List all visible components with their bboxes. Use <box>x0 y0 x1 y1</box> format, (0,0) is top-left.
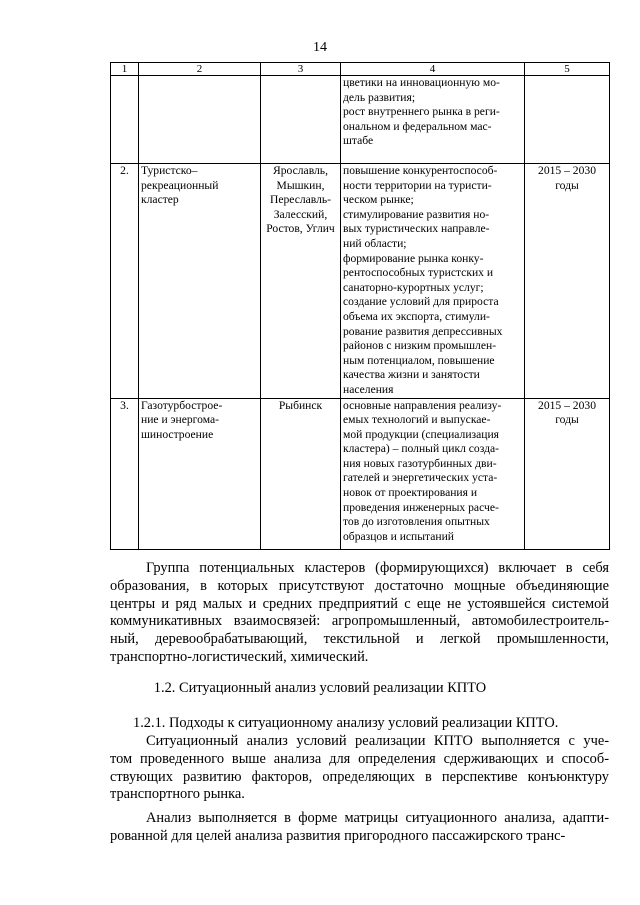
cluster-goals-line: образцов и испытаний <box>343 529 455 543</box>
paragraph-line: Ситуационный анализ условий реализации КПТО выполняется с уче- <box>146 733 609 749</box>
cluster-goals-line: качества жизни и занятости <box>343 368 480 382</box>
cluster-goals-line: основные направления реализу- <box>343 398 502 412</box>
cluster-name-cell <box>139 76 261 164</box>
row-number-cell <box>111 76 139 164</box>
cluster-goals-line: кластера) – полный цикл созда- <box>343 442 499 456</box>
cluster-goals-line: гателей и энергетических уста- <box>343 471 498 485</box>
cluster-goals-line: мой продукции (специализация <box>343 427 500 441</box>
table-row <box>111 398 610 549</box>
header-cell: 1 <box>111 63 139 76</box>
cluster-cities-line: Ростов, Углич <box>266 222 335 236</box>
cluster-goals-line: ний области; <box>343 236 407 250</box>
cluster-cities-cell <box>261 76 341 164</box>
header-cell: 3 <box>261 63 341 76</box>
implementation-period-cell <box>525 164 610 399</box>
paragraph-line: рованной для целей анализа развития пригородного пассажирского транс- <box>110 827 566 844</box>
cluster-goals-line: районов с низким промышлен- <box>343 339 497 353</box>
section-heading: 1.2. Ситуационный анализ условий реализации КПТО <box>153 680 487 696</box>
cluster-goals-line: ческом рынке; <box>343 193 414 207</box>
cluster-goals-line: новок от проектирования и <box>343 486 478 500</box>
cluster-goals-line: штабе <box>343 134 374 148</box>
implementation-period-line: 2015 – 2030 <box>538 164 596 177</box>
implementation-period-line: 2015 – 2030 <box>538 398 596 412</box>
cluster-goals-line: санаторно-курортных услуг; <box>343 280 484 294</box>
cluster-goals-cell <box>341 398 525 549</box>
paragraph-line: транспортно-логистический, химический. <box>110 648 369 665</box>
cluster-name-line: рекреационный <box>141 178 219 192</box>
cluster-goals-line: тов до изготовления опытных <box>343 515 490 529</box>
cluster-goals-line: дель развития; <box>343 90 416 104</box>
cluster-goals-line: создание условий для прироста <box>343 295 499 309</box>
implementation-period-cell <box>525 398 610 549</box>
cluster-goals-cell <box>341 76 525 164</box>
cluster-cities-line: Переславль- <box>269 193 332 207</box>
paragraph-line: Группа потенциальных кластеров (формирующихся) включает в себя <box>146 560 609 576</box>
header-cell: 5 <box>525 63 610 76</box>
cluster-name-line: шиностроение <box>141 427 214 441</box>
cluster-goals-line: рование развития депрессивных <box>343 324 503 338</box>
subsection-heading <box>133 715 609 733</box>
cluster-goals-line: рост внутреннего рынка в реги- <box>343 105 500 119</box>
header-cell: 2 <box>139 63 261 76</box>
implementation-period-line: годы <box>555 178 579 192</box>
cluster-cities-line: Ярославль, <box>273 164 328 177</box>
cluster-goals-line: проведения инженерных расче- <box>343 500 499 514</box>
row-number-cell: 2. <box>111 164 139 399</box>
cluster-goals-line: вых туристических направле- <box>343 222 490 236</box>
cluster-goals-line: ния новых газотурбинных дви- <box>343 456 497 470</box>
cluster-cities-cell <box>261 398 341 549</box>
paragraph-line: ный, деревообрабатывающий, текстильной и легкой промышленности, <box>110 631 609 648</box>
cluster-cities-line: Мышкин, <box>276 178 325 192</box>
cluster-name-cell <box>139 398 261 549</box>
cluster-cities-line: Рыбинск <box>278 398 323 412</box>
table-row <box>111 76 610 164</box>
row-number-cell: 3. <box>111 398 139 549</box>
cluster-cities-cell <box>261 164 341 399</box>
cluster-goals-line: стимулирование развития но- <box>343 207 490 221</box>
cluster-goals-line: цветики на инновационную мо- <box>343 76 500 89</box>
paragraph-line: образования, в которых присутствуют достаточно мощные объединяющие <box>110 577 609 594</box>
cluster-goals-cell <box>341 164 525 399</box>
cluster-name-cell <box>139 164 261 399</box>
implementation-period-line: годы <box>555 413 579 427</box>
cluster-cities-line: Залесский, <box>273 207 328 221</box>
cluster-goals-line: емых технологий и выпускае- <box>343 413 491 427</box>
implementation-period-cell <box>525 76 610 164</box>
paragraph-line: ствующих развитию факторов, определяющих в перспективе конъюнктуру <box>110 768 609 785</box>
cluster-goals-line: объема их экспорта, стимули- <box>343 309 490 323</box>
cluster-name-line: ние и энергома- <box>141 413 219 427</box>
paragraph-line: центры и ряд малых и средних предприятий с еще не устоявшейся системой <box>110 595 609 612</box>
table-row <box>111 164 610 399</box>
paragraph-line: транспортного рынка. <box>110 786 245 803</box>
cluster-goals-line: ности территории на туристи- <box>343 178 492 192</box>
table-header-row <box>111 63 610 76</box>
cluster-goals-line: населения <box>343 382 394 396</box>
clusters-table <box>110 62 610 550</box>
paragraph-line: коммуникативных взаимосвязей: агропромышленный, автомобилестроитель- <box>110 613 609 630</box>
paragraph-line: том проведенного выше анализа для определения сдерживающих и способ- <box>110 750 609 767</box>
cluster-name-line: кластер <box>141 193 179 207</box>
cluster-goals-line: ональном и федеральном мас- <box>343 119 492 133</box>
paragraph-analysis-matrix <box>110 810 609 846</box>
paragraph-line: Анализ выполняется в форме матрицы ситуационного анализа, адапти- <box>146 810 609 826</box>
cluster-goals-line: ным потенциалом, повышение <box>343 353 495 367</box>
cluster-name-line: Туристско– <box>141 164 198 177</box>
page-number: 14 <box>313 40 327 55</box>
paragraph-potential-clusters <box>110 560 609 667</box>
cluster-goals-line: повышение конкурентоспособ- <box>343 164 498 177</box>
cluster-name-line: Газотурбострое- <box>141 398 223 412</box>
cluster-goals-line: формирование рынка конку- <box>343 251 484 265</box>
subsection-heading-text: 1.2.1. Подходы к ситуационному анализу условий реализации КПТО. <box>133 715 559 731</box>
cluster-goals-line: рентоспособных туристских и <box>343 266 494 280</box>
header-cell: 4 <box>341 63 525 76</box>
paragraph-situational-analysis <box>110 733 609 804</box>
